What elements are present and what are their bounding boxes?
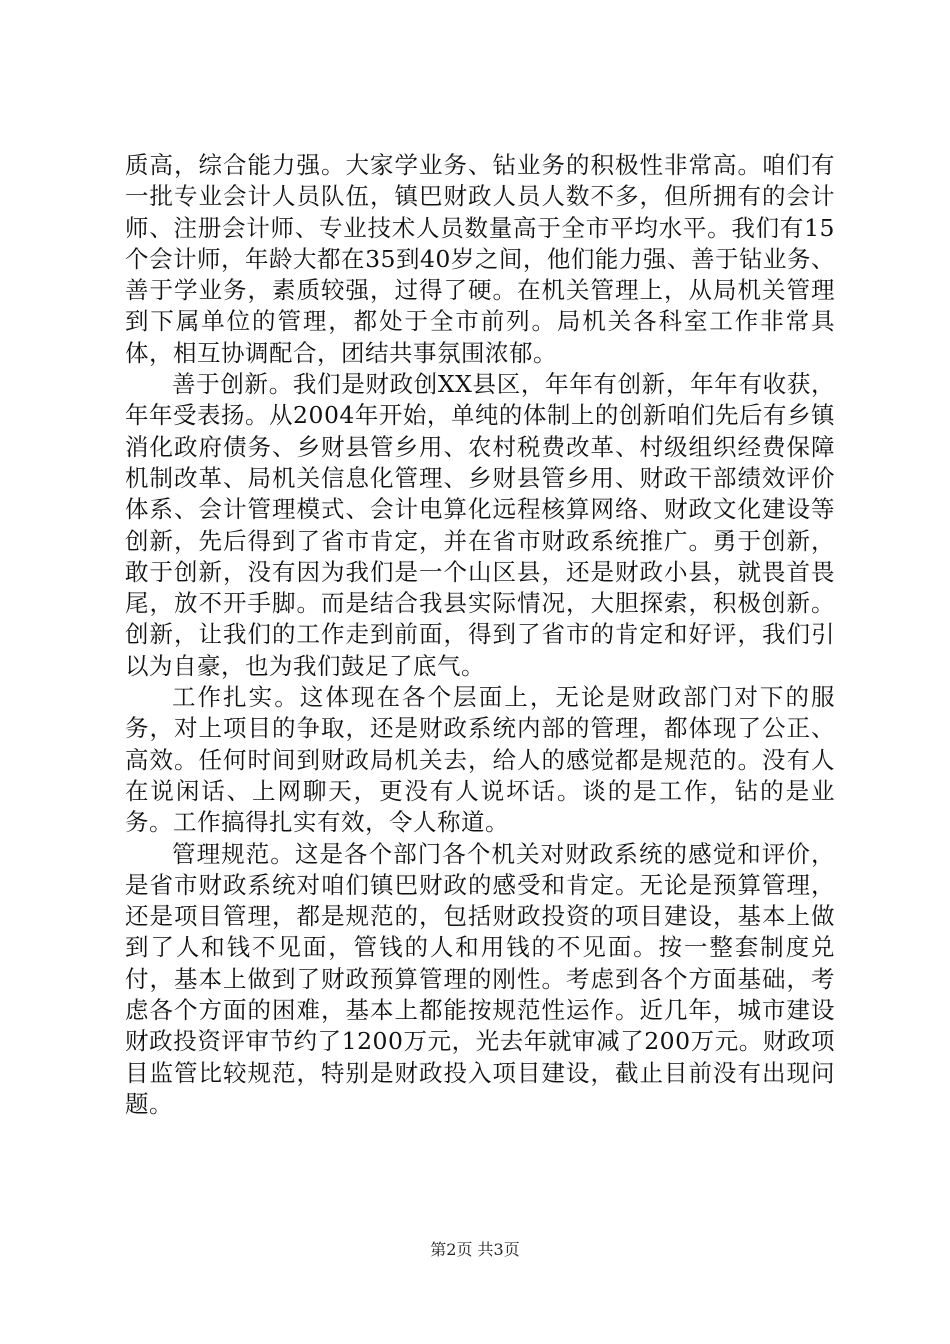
document-body — [125, 150, 835, 1120]
paragraph-4: 管理规范。这是各个部门各个机关对财政系统的感觉和评价，是省市财政系统对咱们镇巴财政的感受和肯定。无论是预算管理，还是项目管理，都是规范的，包括财政投资的项目建设，基本上做到了人和钱不见面，管钱的人和用钱的不见面。按一整套制度兑付，基本上做到了财政预算管理的刚性。考虑到各个方面基础，考虑各个方面的困难，基本上都能按规范性运作。近几年，城市建设财政投资评审节约了1200万元，光去年就审减了200万元。财政项目监管比较规范，特别是财政投入项目建设，截止目前没有出现问题。 — [125, 839, 835, 1118]
paragraph-3: 工作扎实。这体现在各个层面上，无论是财政部门对下的服务，对上项目的争取，还是财政系统内部的管理，都体现了公正、高效。任何时间到财政局机关去，给人的感觉都是规范的。没有人在说闲话、上网聊天，更没有人说坏话。谈的是工作，钻的是业务。工作搞得扎实有效，令人称道。 — [125, 683, 835, 837]
paragraph-1: 质高，综合能力强。大家学业务、钻业务的积极性非常高。咱们有一批专业会计人员队伍，镇巴财政人员人数不多，但所拥有的会计师、注册会计师、专业技术人员数量高于全市平均水平。我们有15个会计师，年龄大都在35到40岁之间，他们能力强、善于钻业务、善于学业务，素质较强，过得了硬。在机关管理上，从局机关管理到下属单位的管理，都处于全市前列。局机关各科室工作非常具体，相互协调配合，团结共事氛围浓郁。 — [125, 151, 835, 367]
page-number-footer: 第2页 共3页 — [430, 1240, 520, 1259]
paragraph-2: 善于创新。我们是财政创XX县区，年年有创新，年年有收获，年年受表扬。从2004年开始，单纯的体制上的创新咱们先后有乡镇消化政府债务、乡财县管乡用、农村税费改革、村级组织经费保障机制改革、局机关信息化管理、乡财县管乡用、财政干部绩效评价体系、会计管理模式、会计电算化远程核算网络、财政文化建设等创新，先后得到了省市肯定，并在省市财政系统推广。勇于创新，敢于创新，没有因为我们是一个山区县，还是财政小县，就畏首畏尾，放不开手脚。而是结合我县实际情况，大胆探索，积极创新。创新，让我们的工作走到前面，得到了省市的肯定和好评，我们引以为自豪，也为我们鼓足了底气。 — [125, 370, 835, 680]
